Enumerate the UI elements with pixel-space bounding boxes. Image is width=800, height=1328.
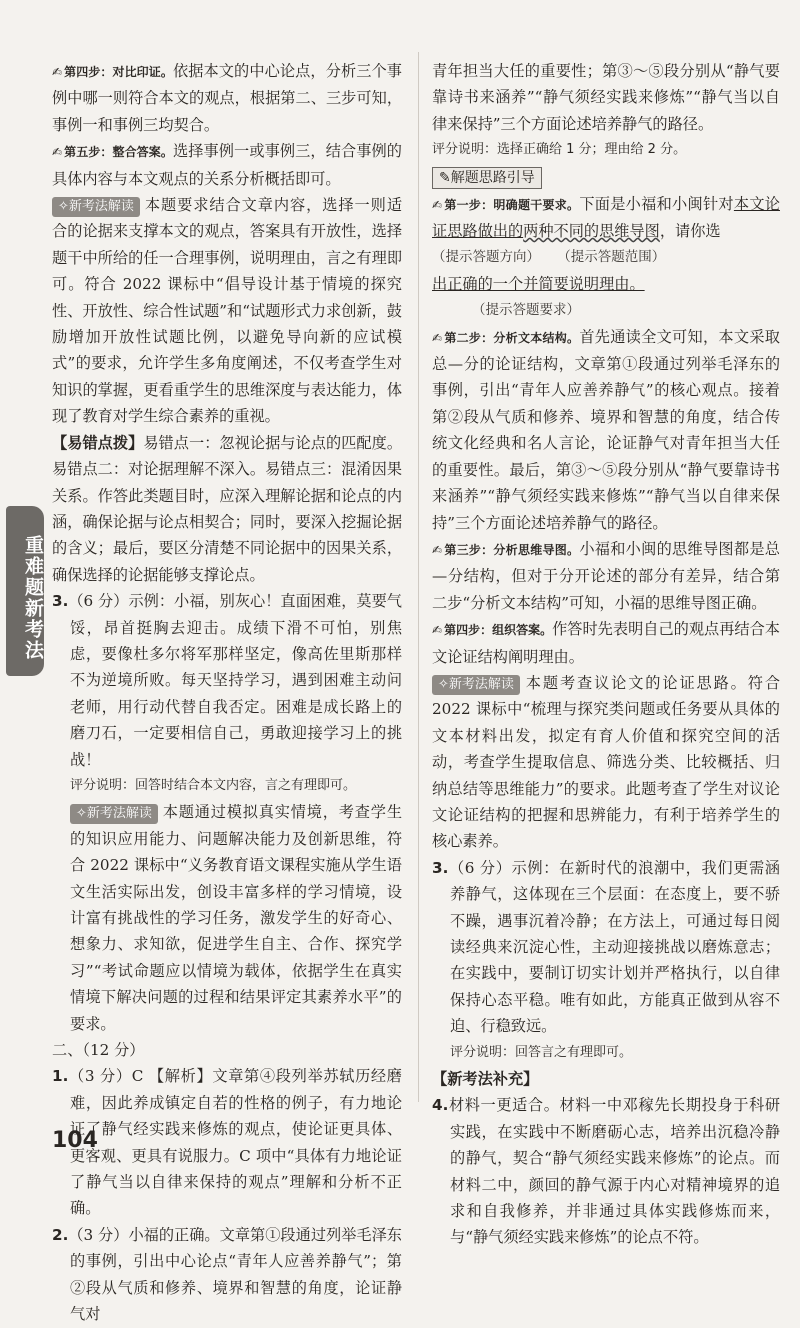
- interp2: ✧ 新考法解读 本题通过模拟真实情境，考查学生的知识应用能力、问题解决能力及创新思维，符合 2022 课标中“义务教育语文课程实施从学生语文生活实际出发，创设丰富多样的学习情境，设计富有挑战性的学习任务，激发学生的好奇心、想象力、求知欲，促进学生自主、合作、探究学习”“考试命题应以情境为载体，依据学生在真实情境下解决问题的过程和结果评定其素养水平”的要求。: [52, 799, 402, 1037]
- supplement-head: 【新考法补充】: [432, 1070, 539, 1089]
- annotation-row: （提示答题方向） （提示答题范围）: [432, 249, 666, 266]
- guide-step1-end: 出正确的一个并简要说明理由。: [432, 274, 645, 293]
- error-tip: 【易错点拨】易错点一：忽视论据与论点的匹配度。易错点二：对论据理解不深入。易错点三：混淆因果关系。作答此类题目时，应深入理解论据和论点的内涵，确保论据与论点相契合；同时，要深入挖掘论据的含义；最后，要区分清楚不同论据中的因果关系，确保选择的论据能够支撑论点。: [52, 433, 402, 584]
- guide-step1: ✍ 第一步：明确题干要求。下面是小福和小闽针对本文论证思路做出的两种不同的思维导图，请你选: [432, 191, 780, 245]
- answer-3: 3.（6 分）示例：小福，别灰心！直面困难，莫要气馁，昂首挺胸去迎击。成绩下滑不可怕，别焦虑，要像杜多尔将军那样坚定，像高佐里斯那样不为逆境所败。每天坚持学习，遇到困难主动问老师，用行动代替自我否定。困难是成长路上的磨刀石，一定要相信自己，勇敢迎接学习上的挑战！: [52, 592, 402, 769]
- step5-label: ✍ 第五步：整合答案。: [52, 145, 173, 159]
- answer-r3: 3.（6 分）示例：在新时代的浪潮中，我们更需涵养静气，这体现在三个层面：在态度上，要不骄不躁，遇事沉着冷静；在方法上，可通过每日阅读经典来沉淀心性，主动迎接挑战以磨炼意志；在实践中，要制订切实计划并严格执行，以自律保持心态平稳。唯有如此，方能真正做到从容不迫、行稳致远。: [432, 858, 780, 1036]
- continued-text: 青年担当大任的重要性；第③～⑤段分别从“静气要靠诗书来涵养”“静气须经实践来修炼”“静气当以自律来保持”三个方面论述培养静气的路径。: [432, 62, 780, 133]
- new-method-badge-3: ✧ 新考法解读: [432, 675, 520, 695]
- step4: ✍ 第四步：对比印证。依据本文的中心论点，分析三个事例中哪一则符合本文的观点，根据第二、三步可知，事例一和事例三均契合。: [52, 58, 402, 138]
- interp1: ✧ 新考法解读 本题要求结合文章内容，选择一则适合的论据来支撑本文的观点，答案具有开放性，选择题干中所给的任一合理事例，说明理由，言之有理即可。符合 2022 课标中“倡导设计基于情境的探究性、开放性、综合性试题”和“试题形式力求创新，鼓励增加开放性试题比例，以避免导向新的应试模式”的要求，允许学生多角度阐述，不仅考查学生对知识的掌握，更看重学生的思维深度与表达能力，体现了教育对学生综合素养的重视。: [52, 192, 402, 430]
- section-2: 二、（12 分）: [52, 1041, 145, 1060]
- step5: ✍ 第五步：整合答案。选择事例一或事例三，结合事例的具体内容与本文观点的关系分析概括即可。: [52, 138, 402, 192]
- step4-label: ✍ 第四步：对比印证。: [52, 65, 173, 79]
- new-method-badge: ✧ 新考法解读: [52, 197, 140, 217]
- guide-step2: ✍ 第二步：分析文本结构。首先通读全文可知，本文采取总—分的论证结构，文章第①段通过列举毛泽东的事例，引出“青年人应善养静气”的核心观点。接着第②段从气质和修养、境界和智慧的角度，结合传统文化经典和名人言论，论证静气对青年担当大任的重要性。最后，第③～⑤段分别从“静气要靠诗书来涵养”“静气须经实践来修炼”“静气当以自律来保持”三个方面论述培养静气的路径。: [432, 324, 780, 536]
- answer-2-1: 1.（3 分）C 【解析】文章第④段列举苏轼历经磨难，因此养成镇定自若的性格的例子，有力地论证了静气经实践来修炼的观点，使论证更具体、更客观、更具有说服力。C 项中“具体有力地论证了静气当以自律来保持的观点”理解和分析不正确。: [52, 1067, 402, 1218]
- answer-2-2: 2.（3 分）小福的正确。文章第①段通过列举毛泽东的事例，引出中心论点“青年人应善养静气”；第②段从气质和修养、境界和智慧的角度，论证静气对: [52, 1225, 402, 1324]
- left-column: [52, 58, 402, 1328]
- guide-step4: ✍ 第四步：组织答案。作答时先表明自己的观点再结合本文论证结构阐明理由。: [432, 616, 780, 670]
- solution-guide-box: ✎ 解题思路引导: [432, 167, 542, 189]
- scoring-note: 评分说明：回答时结合本文内容，言之有理即可。: [70, 777, 357, 793]
- right-column: [432, 58, 780, 1251]
- annotation-3: （提示答题要求）: [472, 302, 580, 319]
- scoring-note-2: 评分说明：选择正确给 1 分；理由给 2 分。: [432, 142, 687, 158]
- side-tab: 重难题新考法: [6, 506, 44, 676]
- scoring-note-3: 评分说明：回答言之有理即可。: [450, 1044, 633, 1060]
- page-number: 104: [52, 1128, 98, 1153]
- new-method-badge-2: ✧ 新考法解读: [70, 804, 158, 824]
- column-divider: [418, 52, 419, 1102]
- guide-step3: ✍ 第三步：分析思维导图。小福和小闽的思维导图都是总—分结构，但对于分开论述的部分有差异，结合第二步“分析文本结构”可知，小福的思维导图正确。: [432, 536, 780, 616]
- answer-4: 4.材料一更适合。材料一中邓稼先长期投身于科研实践，在实践中不断磨砺心志，培养出沉稳冷静的静气，契合“静气须经实践来修炼”的论点。而材料二中，颜回的静气源于内心对精神境界的追求和自我修养，并非通过具体实践修炼而来，与“静气须经实践来修炼”的论点不符。: [432, 1096, 780, 1247]
- interp3: ✧ 新考法解读 本题考查议论文的论证思路。符合 2022 课标中“梳理与探究类问题或任务要从具体的文本材料出发，拟定有育人价值和探究空间的活动，考查学生提取信息、筛选分类、比较概括、归纳总结等思维能力”的要求。此题考查了学生对议论文论证结构的把握和思辨能力，有利于培养学生的核心素养。: [432, 670, 780, 855]
